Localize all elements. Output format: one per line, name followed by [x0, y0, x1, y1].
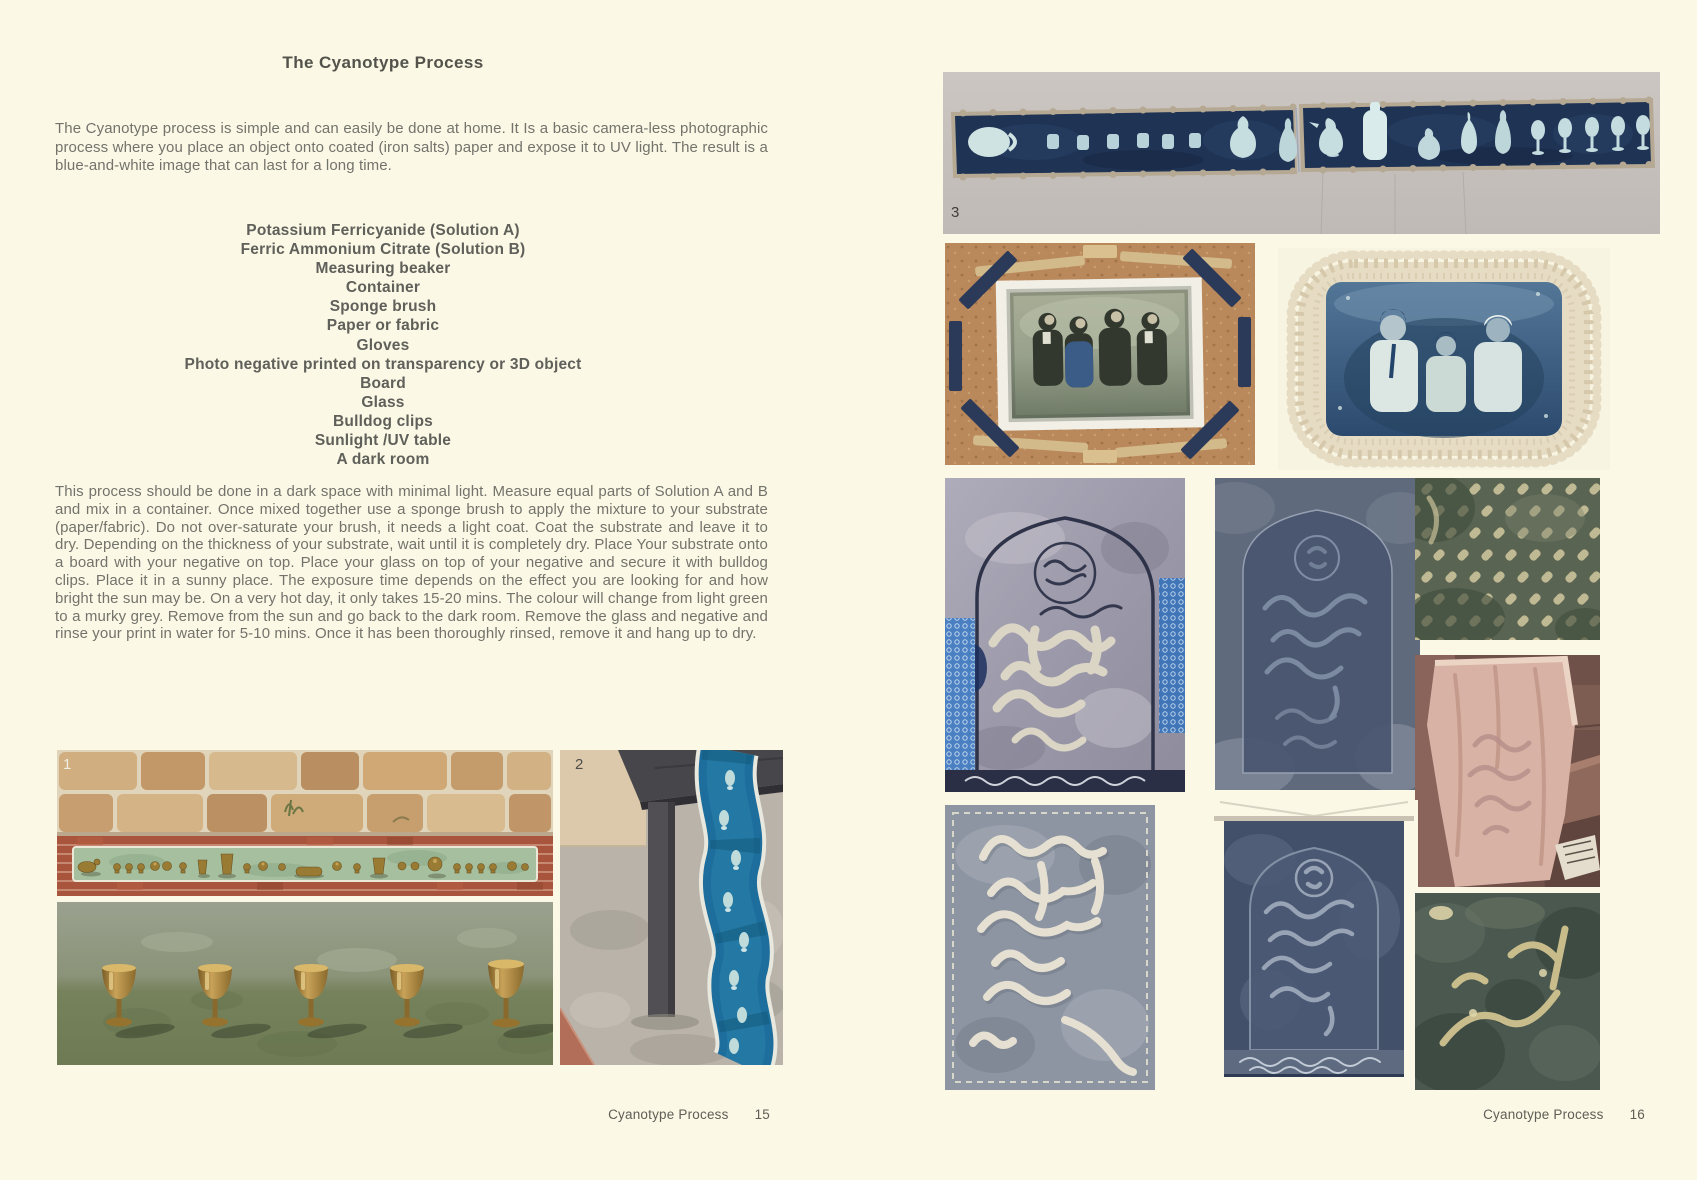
- figure-framed-print-on-corkboard-photo: [945, 243, 1255, 465]
- figure-blue-scarf-on-table-photo: [560, 750, 783, 1065]
- materials-item: Potassium Ferricyanide (Solution A): [246, 222, 520, 239]
- figure-1-number: 1: [63, 756, 72, 773]
- materials-item: Board: [360, 374, 406, 392]
- materials-item: Photo negative printed on transparency or 3D object: [184, 355, 582, 373]
- figure-net-texture-print-photo: [1415, 478, 1600, 640]
- right-page-footer: [1355, 1107, 1645, 1122]
- materials-item: Container: [345, 279, 421, 297]
- materials-item: Measuring beaker: [315, 260, 451, 278]
- figure-2-number: 2: [575, 756, 584, 773]
- figure-teal-calligraphy-closeup-photo: [1415, 893, 1600, 1090]
- figure-hanging-fabric-room-photo: [1415, 655, 1600, 887]
- process-paragraph: This process should be done in a dark space with minimal light. Measure equal parts of Solution A and B and mix in a container. Once mixed together use a sponge brush to apply the mixture to your substrate (paper/fabric). Do not over-saturate your brush, it needs a light coat. Coat the substrate and leave it to dry. Depending on the thickness of your substrate, wait until it is completely dry. Place Your substrate onto a board with your negative on top. Place your glass on top of your negative and secure it with bulldog clips. Place it in a sunny place. The exposure time depends on the effect you are looking for and how bright the sun may be. On a very hot day, it only takes 15-20 mins. The colour will change from light green to a murky grey. Remove from the sun and go back to the dark room. Remove the glass and negative and rinse your print in water for 5-10 mins. Once it has been thoroughly rinsed, remove it and hang up to dry.: [55, 483, 768, 643]
- materials-item: Glass: [361, 393, 405, 411]
- materials-item: Ferric Ammonium Citrate (Solution B): [240, 241, 526, 259]
- materials-item: Sunlight /UV table: [314, 432, 452, 450]
- left-page-footer: [480, 1107, 770, 1122]
- right-footer-label: Cyanotype Process: [1483, 1107, 1604, 1122]
- figure-dark-arch-banner-photo: [1215, 478, 1420, 790]
- materials-list: [0, 221, 766, 469]
- figure-arch-calligraphy-banner-photo: [945, 478, 1185, 792]
- page-title: The Cyanotype Process: [282, 53, 484, 72]
- figure-brass-objects-on-runner-photo: [57, 750, 553, 896]
- materials-item: A dark room: [336, 451, 430, 469]
- figure-crochet-border-print-photo: [1278, 248, 1610, 470]
- figure-navy-banner-on-rod-photo: [1210, 800, 1418, 1090]
- figure-3-number: 3: [951, 204, 960, 221]
- materials-item: Sponge brush: [329, 298, 437, 316]
- figure-cyanotype-strip-photo: [943, 72, 1660, 234]
- materials-item: Paper or fabric: [326, 317, 440, 335]
- left-footer-label: Cyanotype Process: [608, 1107, 729, 1122]
- materials-item: Gloves: [356, 336, 410, 354]
- right-page-number: 16: [1629, 1107, 1645, 1122]
- left-page-number: 15: [754, 1107, 770, 1122]
- figure-brass-goblets-photo: [57, 902, 553, 1065]
- materials-item: Bulldog clips: [333, 412, 433, 430]
- figure-rope-calligraphy-fabric-photo: [945, 805, 1155, 1090]
- intro-paragraph: The Cyanotype process is simple and can easily be done at home. It Is a basic camera-less photographic process where you place an object onto coated (iron salts) paper and expose it to UV light. The result is a blue-and-white image that can last for a long time.: [55, 120, 768, 175]
